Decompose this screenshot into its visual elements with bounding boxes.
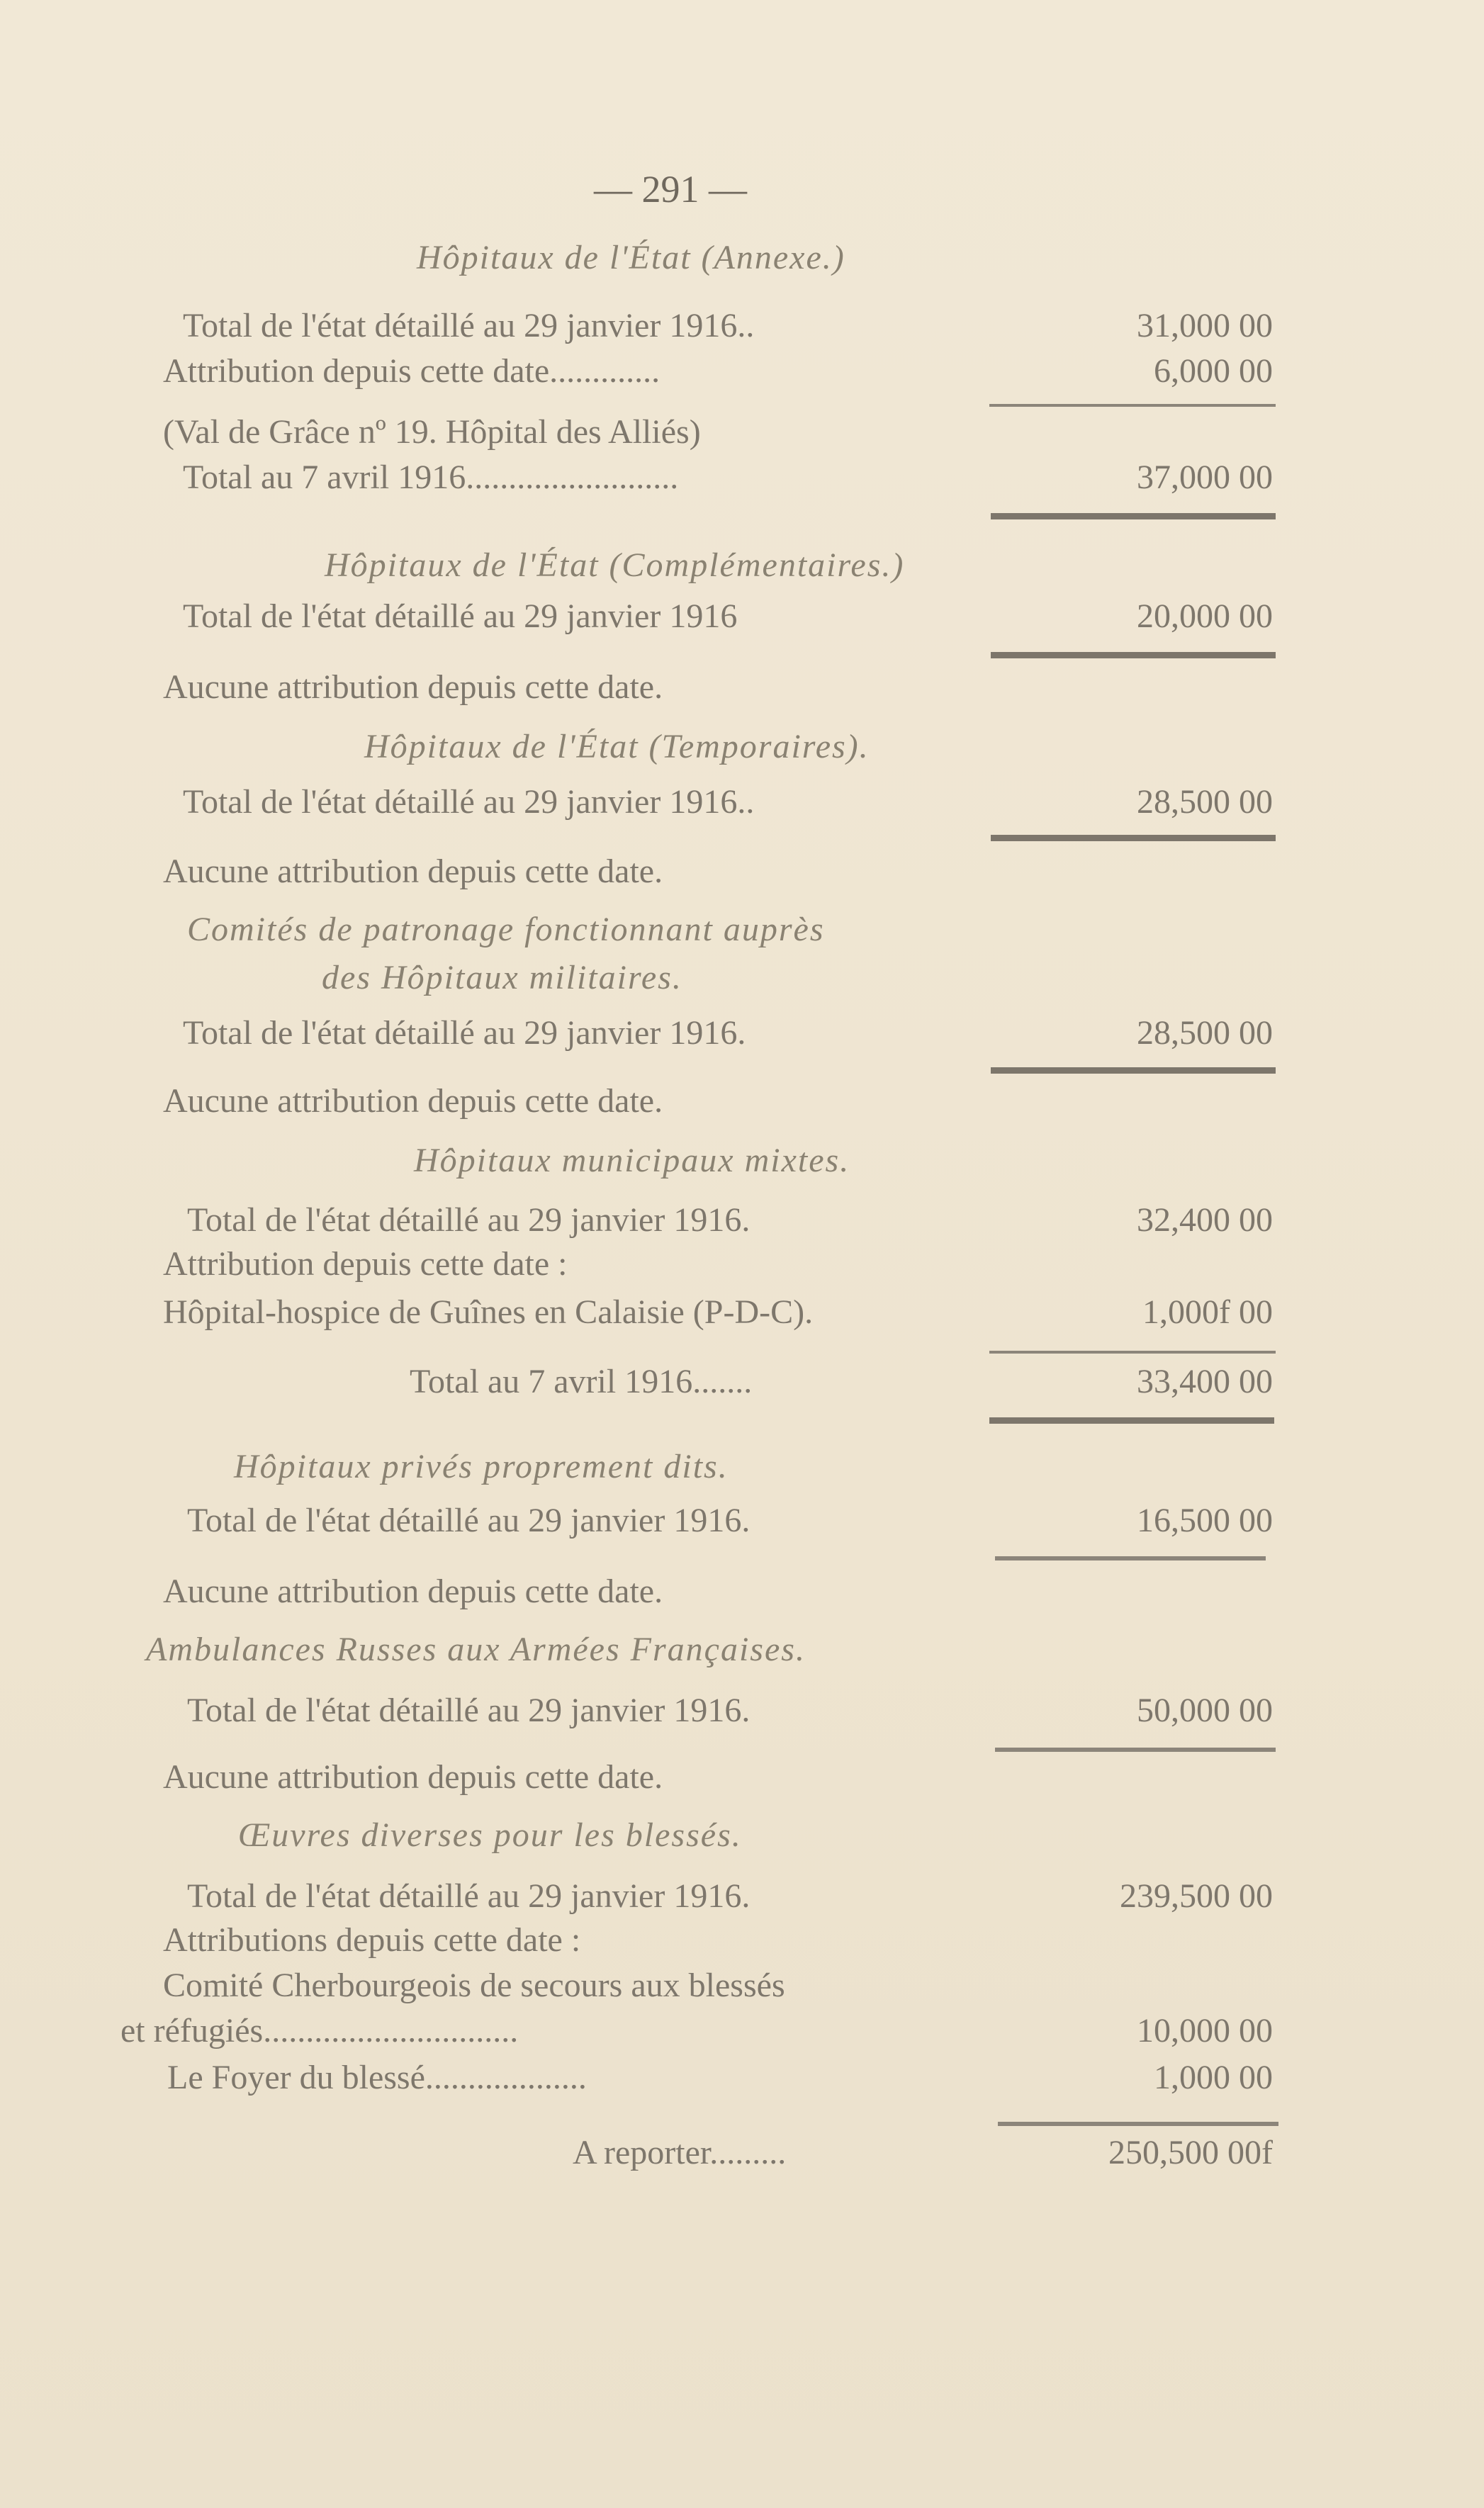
section-heading-comites: Comités de patronage fonctionnant auprès: [187, 911, 825, 948]
line-amount: 250,500 00f: [1108, 2134, 1273, 2171]
section-heading-municipaux: Hôpitaux municipaux mixtes.: [414, 1142, 850, 1179]
line-label: Aucune attribution depuis cette date.: [163, 1082, 663, 1120]
sum-rule: [989, 404, 1276, 407]
total-rule: [991, 652, 1276, 658]
line-label: Total de l'état détaillé au 29 janvier 1916.: [183, 1014, 746, 1052]
line-amount: 1,000 00: [1154, 2059, 1273, 2096]
line-label: Total de l'état détaillé au 29 janvier 1916: [183, 597, 738, 635]
section-heading-annexe: Hôpitaux de l'État (Annexe.): [417, 239, 845, 276]
line-label: Attributions depuis cette date :: [163, 1921, 581, 1959]
page-number: — 291 —: [594, 168, 747, 210]
section-heading-comites-line2: des Hôpitaux militaires.: [322, 959, 682, 996]
section-heading-oeuvres: Œuvres diverses pour les blessés.: [238, 1816, 742, 1854]
line-label: Le Foyer du blessé...................: [167, 2059, 587, 2096]
section-heading-ambulances: Ambulances Russes aux Armées Françaises.: [146, 1631, 806, 1668]
line-label: Aucune attribution depuis cette date.: [163, 1758, 663, 1796]
line-label: et réfugiés..............................: [120, 2012, 519, 2049]
line-amount: 1,000f 00: [1142, 1293, 1273, 1331]
sum-rule: [998, 2122, 1278, 2126]
line-amount: 16,500 00: [1137, 1502, 1273, 1539]
total-rule: [991, 1067, 1276, 1074]
line-amount: 20,000 00: [1137, 597, 1273, 635]
total-rule: [989, 1417, 1274, 1424]
section-heading-prives: Hôpitaux privés proprement dits.: [234, 1448, 729, 1485]
line-label: (Val de Grâce nº 19. Hôpital des Alliés): [163, 413, 701, 451]
section-heading-temporaires: Hôpitaux de l'État (Temporaires).: [364, 728, 870, 765]
line-amount: 28,500 00: [1137, 1014, 1273, 1052]
line-label: Total de l'état détaillé au 29 janvier 1916.: [187, 1502, 751, 1539]
total-rule: [991, 513, 1276, 519]
line-amount: 32,400 00: [1137, 1201, 1273, 1239]
line-label: Total de l'état détaillé au 29 janvier 1916.: [187, 1201, 751, 1239]
line-label: Total au 7 avril 1916.......: [410, 1363, 753, 1400]
line-label: A reporter.........: [573, 2134, 787, 2171]
section-heading-complementaires: Hôpitaux de l'État (Complémentaires.): [325, 546, 905, 584]
line-label: Total au 7 avril 1916.........................: [183, 459, 679, 496]
line-amount: 10,000 00: [1137, 2012, 1273, 2049]
line-amount: 6,000 00: [1154, 352, 1273, 390]
total-rule: [995, 1556, 1266, 1561]
line-amount: 37,000 00: [1137, 459, 1273, 496]
line-amount: 28,500 00: [1137, 783, 1273, 821]
line-label: Total de l'état détaillé au 29 janvier 1916..: [183, 783, 755, 821]
line-amount: 50,000 00: [1137, 1692, 1273, 1729]
line-label: Aucune attribution depuis cette date.: [163, 1573, 663, 1610]
total-rule: [995, 1748, 1276, 1752]
line-label: Aucune attribution depuis cette date.: [163, 668, 663, 706]
line-label: Attribution depuis cette date :: [163, 1245, 568, 1283]
line-label: Total de l'état détaillé au 29 janvier 1916.: [187, 1877, 751, 1915]
line-amount: 31,000 00: [1137, 307, 1273, 344]
sum-rule: [989, 1351, 1276, 1354]
line-label: Aucune attribution depuis cette date.: [163, 853, 663, 890]
line-label: Total de l'état détaillé au 29 janvier 1916.: [187, 1692, 751, 1729]
total-rule: [991, 835, 1276, 841]
line-label: Comité Cherbourgeois de secours aux blessés: [163, 1967, 785, 2004]
line-amount: 239,500 00: [1120, 1877, 1273, 1915]
line-label: Total de l'état détaillé au 29 janvier 1916..: [183, 307, 755, 344]
line-label: Hôpital-hospice de Guînes en Calaisie (P-D-C).: [163, 1293, 814, 1331]
line-amount: 33,400 00: [1137, 1363, 1273, 1400]
line-label: Attribution depuis cette date.............: [163, 352, 661, 390]
